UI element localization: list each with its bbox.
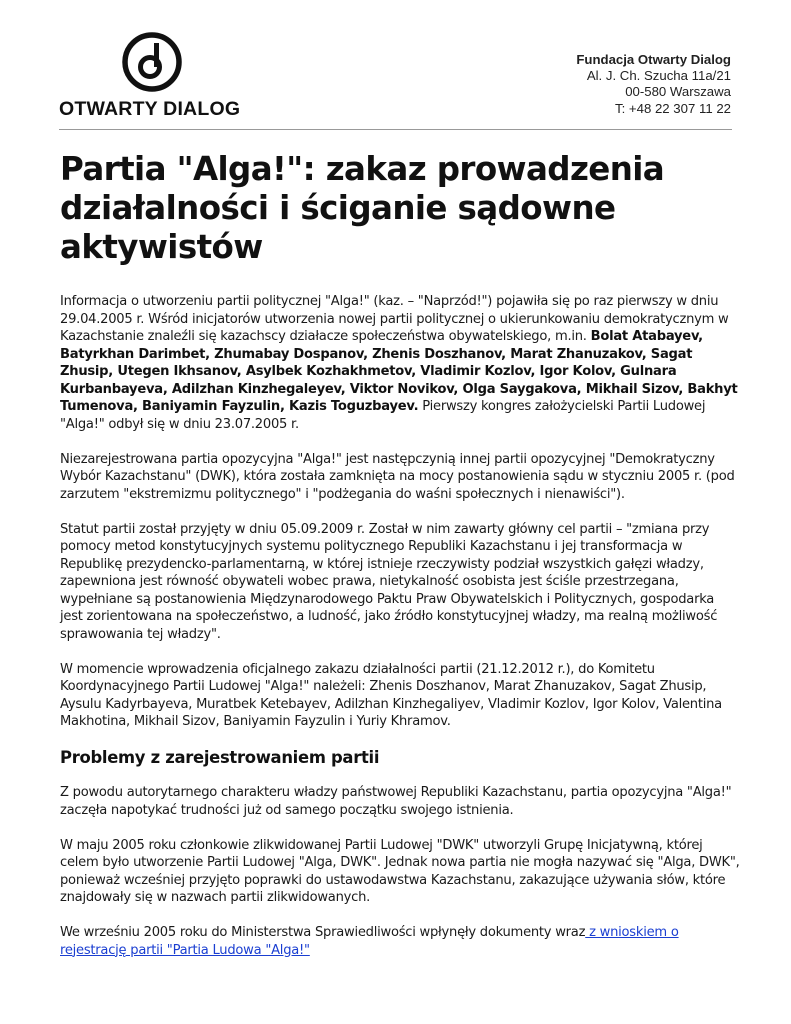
paragraph-text: Informacja o utworzeniu partii politycznej "Alga!" (kaz. – "Naprzód!") pojawiła się po raz pierwszy w dniu 29.04.2005 r. Wśród inicjatorów utworzenia nowej partii politycznej o ukierunkowaniu demokratycznym w Kazachstanie znaleźli się kazachscy działacze społeczeństwa obywatelskiego, m.in. [60, 294, 729, 344]
organization-logo [59, 32, 249, 124]
paragraph-committee: W momencie wprowadzenia oficjalnego zakazu działalności partii (21.12.2012 r.), do Komitetu Koordynacyjnego Partii Ludowej "Alga!" należeli: Zhenis Doszhanov, Marat Zhanuzakov, Sagat Zhusip, Aysulu Kadyrbayeva, Muratbek Ketebayev, Adilzhan Kinzhegaliyev, Vladimir Kozlov, Igor Kolov, Valentina Makhotina, Mikhail Sizov, Baniyamin Fayzulin i Yuriy Khramov. [60, 661, 722, 729]
paragraph-predecessor: Niezarejestrowana partia opozycyjna "Alga!" jest następczynią innej partii opozycyjnej "Demokratyczny Wybór Kazachstanu" (DWK), która została zamknięta na mocy postanowienia sądu w styczniu 2005 r. (pod zarzutem "ekstremizmu politycznego" i "podżegania do waśni społecznych i nienawiści"). [60, 451, 735, 502]
document-body [60, 293, 740, 977]
document-title: Partia "Alga!": zakaz prowadzenia działalności i ściganie sądowne aktywistów [60, 150, 665, 266]
header-divider [59, 129, 732, 130]
logo-text: OTWARTY DIALOG [59, 98, 241, 120]
section-heading: Problemy z zarejestrowaniem partii [60, 748, 380, 767]
paragraph-text: Pierwszy kongres założycielski Partii Ludowej "Alga!" odbył się w dniu 23.07.2005 r. [60, 399, 706, 432]
organization-name: Fundacja Otwarty Dialog [576, 52, 731, 67]
postal-city: 00-580 Warszawa [625, 84, 731, 100]
founders-names: Bolat Atabayev, Batyrkhan Darimbet, Zhumabay Dospanov, Zhenis Doszhanov, Marat Zhanuzakov, Sagat Zhusip, Utegen Ikhsanov, Asylbek Kozhakhmetov, Vladimir Kozlov, Igor Kolov, Gulnara Kurbanbayeva, Adilzhan Kinzhegaleyev, Viktor Novikov, Olga Saygakova, Mikhail Sizov, Bakhyt Tumenova, Baniyamin Fayzulin, Kazis Toguzbayev. [60, 329, 738, 414]
contact-address [576, 52, 731, 117]
paragraph-initiative-group: W maju 2005 roku członkowie zlikwidowanej Partii Ludowej "DWK" utworzyli Grupę Inicjatywną, której celem było utworzenie Partii Ludowej "Alga, DWK". Jednak nowa partia nie mogła nazywać się "Alga, DWK", ponieważ wcześniej przyjęto poprawki do ustawodawstwa Kazachstanu, zakazujące używania słów, które znajdowały się w nazwach partii zlikwidowanych. [60, 837, 740, 905]
registration-application-link[interactable]: z wnioskiem o rejestrację partii "Partia Ludowa "Alga!" [60, 925, 679, 958]
music-note-logo-icon [122, 32, 182, 92]
phone-number: T: +48 22 307 11 22 [615, 100, 731, 116]
street-address: Al. J. Ch. Szucha 11a/21 [586, 68, 731, 84]
paragraph-founding [60, 293, 740, 433]
paragraph-text: We wrześniu 2005 roku do Ministerstwa Sprawiedliwości wpłynęły dokumenty wraz [60, 925, 586, 940]
paragraph-statute: Statut partii został przyjęty w dniu 05.09.2009 r. Został w nim zawarty główny cel partii – "zmiana przy pomocy metod konstytucyjnych systemu politycznego Republiki Kazachstanu i jej transformacja w Republikę prezydencko-parlamentarną, w której istnieje rzeczywisty podział wszystkich gałęzi władzy, zapewniona jest równość obywateli wobec prawa, nietykalność osobista jest ściśle przestrzegana, wypełniane są postanowienia Międzynarodowego Paktu Praw Obywatelskich i Politycznych, gospodarka jest zorientowana na społeczeństwo, a ludność, jako źródło konstytucyjnej władzy, ma realną możliwość sprawowania tej władzy". [60, 521, 718, 642]
paragraph-difficulties: Z powodu autorytarnego charakteru władzy państwowej Republiki Kazachstanu, partia opozycyjna "Alga!" zaczęła napotykać trudności już od samego początku swojego istnienia. [60, 785, 732, 818]
paragraph-registration [60, 924, 740, 959]
